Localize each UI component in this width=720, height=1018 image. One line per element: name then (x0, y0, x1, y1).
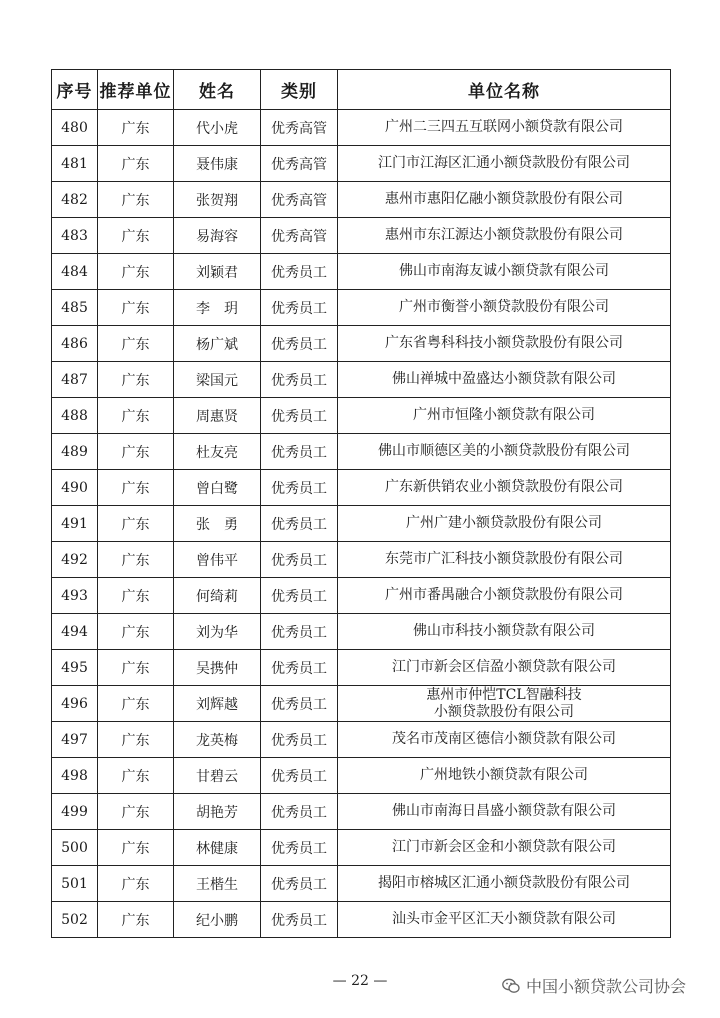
cell-unit-line: 佛山市南海友诚小额贷款有限公司 (399, 263, 609, 279)
cell-unit-line: 广东省粤科科技小额贷款股份有限公司 (385, 335, 623, 351)
table-row (52, 686, 671, 722)
cell-unit-line: 江门市新会区金和小额贷款有限公司 (392, 839, 616, 855)
cell-name: 代小虎 (174, 110, 261, 146)
cell-unit-line: 惠州市东江源达小额贷款股份有限公司 (385, 227, 623, 243)
cell-recommender: 广东 (98, 830, 174, 866)
cell-no: 482 (52, 182, 98, 218)
cell-no: 495 (52, 650, 98, 686)
cell-category: 优秀员工 (261, 542, 338, 578)
cell-recommender: 广东 (98, 758, 174, 794)
cell-no: 491 (52, 506, 98, 542)
wechat-icon (502, 978, 520, 994)
table-row (52, 182, 671, 218)
cell-name: 易海容 (174, 218, 261, 254)
cell-no: 485 (52, 290, 98, 326)
cell-unit (338, 902, 671, 938)
cell-recommender: 广东 (98, 650, 174, 686)
cell-no: 501 (52, 866, 98, 902)
cell-unit-line: 惠州市仲恺TCL智融科技 (426, 686, 582, 703)
cell-unit-line: 广州二三四五互联网小额贷款有限公司 (385, 119, 623, 135)
cell-name: 甘碧云 (174, 758, 261, 794)
cell-category: 优秀员工 (261, 686, 338, 722)
cell-no: 498 (52, 758, 98, 794)
cell-unit (338, 110, 671, 146)
cell-recommender: 广东 (98, 398, 174, 434)
cell-unit (338, 794, 671, 830)
cell-unit-line: 佛山禅城中盈盛达小额贷款有限公司 (392, 371, 616, 387)
cell-unit (338, 650, 671, 686)
cell-no: 494 (52, 614, 98, 650)
cell-unit-line: 惠州市惠阳亿融小额贷款股份有限公司 (385, 191, 623, 207)
cell-name: 何绮莉 (174, 578, 261, 614)
table-row (52, 470, 671, 506)
page-number: — 22 — (332, 973, 388, 989)
cell-name: 纪小鹏 (174, 902, 261, 938)
table-row (52, 326, 671, 362)
cell-name: 聂伟康 (174, 146, 261, 182)
cell-unit-line: 广州市恒隆小额贷款有限公司 (413, 407, 595, 423)
cell-unit (338, 362, 671, 398)
cell-unit (338, 218, 671, 254)
cell-recommender: 广东 (98, 434, 174, 470)
cell-category: 优秀员工 (261, 362, 338, 398)
cell-category: 优秀员工 (261, 614, 338, 650)
cell-recommender: 广东 (98, 686, 174, 722)
cell-no: 497 (52, 722, 98, 758)
cell-unit-line: 东莞市广汇科技小额贷款股份有限公司 (385, 551, 623, 567)
cell-name: 林健康 (174, 830, 261, 866)
table-row (52, 722, 671, 758)
cell-no: 480 (52, 110, 98, 146)
cell-unit-line: 江门市江海区汇通小额贷款股份有限公司 (378, 155, 630, 171)
cell-no: 481 (52, 146, 98, 182)
cell-category: 优秀员工 (261, 254, 338, 290)
cell-category: 优秀员工 (261, 722, 338, 758)
cell-name: 王楷生 (174, 866, 261, 902)
cell-unit (338, 290, 671, 326)
cell-unit-line: 佛山市南海日昌盛小额贷款有限公司 (392, 803, 616, 819)
cell-no: 502 (52, 902, 98, 938)
cell-recommender: 广东 (98, 110, 174, 146)
cell-recommender: 广东 (98, 794, 174, 830)
cell-category: 优秀员工 (261, 650, 338, 686)
cell-no: 483 (52, 218, 98, 254)
cell-unit (338, 578, 671, 614)
table-header-row (52, 70, 671, 110)
cell-name: 龙英梅 (174, 722, 261, 758)
table-row (52, 146, 671, 182)
cell-no: 490 (52, 470, 98, 506)
cell-unit (338, 758, 671, 794)
cell-name: 刘为华 (174, 614, 261, 650)
cell-no: 500 (52, 830, 98, 866)
cell-unit (338, 470, 671, 506)
cell-name: 吴携仲 (174, 650, 261, 686)
cell-unit (338, 542, 671, 578)
cell-name: 曾白鹭 (174, 470, 261, 506)
cell-name: 曾伟平 (174, 542, 261, 578)
cell-no: 487 (52, 362, 98, 398)
cell-category: 优秀高管 (261, 182, 338, 218)
cell-category: 优秀员工 (261, 326, 338, 362)
cell-no: 499 (52, 794, 98, 830)
cell-no: 493 (52, 578, 98, 614)
cell-unit (338, 146, 671, 182)
cell-recommender: 广东 (98, 290, 174, 326)
cell-unit-line: 小额贷款股份有限公司 (434, 703, 574, 720)
cell-recommender: 广东 (98, 218, 174, 254)
cell-recommender: 广东 (98, 470, 174, 506)
cell-category: 优秀员工 (261, 866, 338, 902)
cell-name: 杨广斌 (174, 326, 261, 362)
table-row (52, 650, 671, 686)
cell-unit (338, 866, 671, 902)
table-row (52, 290, 671, 326)
cell-recommender: 广东 (98, 902, 174, 938)
table-row (52, 254, 671, 290)
cell-recommender: 广东 (98, 254, 174, 290)
cell-unit (338, 722, 671, 758)
table-row (52, 110, 671, 146)
cell-unit-line: 汕头市金平区汇天小额贷款有限公司 (392, 911, 616, 927)
cell-category: 优秀员工 (261, 398, 338, 434)
cell-recommender: 广东 (98, 722, 174, 758)
cell-unit (338, 506, 671, 542)
cell-unit-line: 广州地铁小额贷款有限公司 (420, 767, 588, 783)
cell-category: 优秀员工 (261, 758, 338, 794)
cell-recommender: 广东 (98, 866, 174, 902)
table-row (52, 614, 671, 650)
table-row (52, 902, 671, 938)
table-row (52, 866, 671, 902)
table-row (52, 830, 671, 866)
cell-no: 489 (52, 434, 98, 470)
header-unit: 单位名称 (338, 70, 671, 110)
cell-category: 优秀高管 (261, 110, 338, 146)
cell-unit-line: 广州广建小额贷款股份有限公司 (406, 515, 602, 531)
cell-unit (338, 614, 671, 650)
header-category: 类别 (261, 70, 338, 110)
cell-recommender: 广东 (98, 362, 174, 398)
header-no: 序号 (52, 70, 98, 110)
roster-table (51, 69, 671, 938)
cell-unit (338, 434, 671, 470)
cell-category: 优秀员工 (261, 506, 338, 542)
header-recommender: 推荐单位 (98, 70, 174, 110)
cell-unit (338, 182, 671, 218)
table-row (52, 434, 671, 470)
cell-category: 优秀员工 (261, 578, 338, 614)
cell-unit-line: 江门市新会区信盈小额贷款有限公司 (392, 659, 616, 675)
cell-unit (338, 830, 671, 866)
cell-category: 优秀高管 (261, 218, 338, 254)
cell-name: 梁国元 (174, 362, 261, 398)
cell-category: 优秀员工 (261, 830, 338, 866)
cell-no: 488 (52, 398, 98, 434)
cell-category: 优秀员工 (261, 902, 338, 938)
cell-no: 486 (52, 326, 98, 362)
cell-recommender: 广东 (98, 614, 174, 650)
cell-category: 优秀员工 (261, 470, 338, 506)
cell-category: 优秀员工 (261, 290, 338, 326)
table-row (52, 578, 671, 614)
table-body (52, 110, 671, 938)
table-row (52, 218, 671, 254)
cell-no: 492 (52, 542, 98, 578)
cell-no: 496 (52, 686, 98, 722)
cell-unit-line: 佛山市顺德区美的小额贷款股份有限公司 (378, 443, 630, 459)
cell-name: 张 勇 (174, 506, 261, 542)
header-name: 姓名 (174, 70, 261, 110)
cell-unit-line: 广州市番禺融合小额贷款股份有限公司 (385, 587, 623, 603)
cell-category: 优秀高管 (261, 146, 338, 182)
cell-unit-line: 佛山市科技小额贷款有限公司 (413, 623, 595, 639)
cell-unit-line: 茂名市茂南区德信小额贷款有限公司 (392, 731, 616, 747)
watermark-text: 中国小额贷款公司协会 (526, 977, 687, 996)
cell-recommender: 广东 (98, 578, 174, 614)
watermark (502, 974, 686, 997)
cell-name: 李 玥 (174, 290, 261, 326)
cell-recommender: 广东 (98, 146, 174, 182)
cell-category: 优秀员工 (261, 434, 338, 470)
cell-unit (338, 686, 671, 722)
table-row (52, 794, 671, 830)
cell-unit-line: 广州市衡誉小额贷款股份有限公司 (399, 299, 609, 315)
cell-unit (338, 326, 671, 362)
cell-unit-line: 广东新供销农业小额贷款股份有限公司 (385, 479, 623, 495)
cell-unit (338, 398, 671, 434)
table-row (52, 758, 671, 794)
cell-name: 胡艳芳 (174, 794, 261, 830)
cell-recommender: 广东 (98, 542, 174, 578)
cell-name: 刘颖君 (174, 254, 261, 290)
cell-name: 周惠贤 (174, 398, 261, 434)
cell-recommender: 广东 (98, 182, 174, 218)
cell-unit-line: 揭阳市榕城区汇通小额贷款股份有限公司 (378, 875, 630, 891)
cell-name: 张贺翔 (174, 182, 261, 218)
table-row (52, 506, 671, 542)
cell-recommender: 广东 (98, 506, 174, 542)
table-row (52, 398, 671, 434)
table-row (52, 362, 671, 398)
cell-name: 杜友亮 (174, 434, 261, 470)
cell-no: 484 (52, 254, 98, 290)
cell-category: 优秀员工 (261, 794, 338, 830)
cell-name: 刘辉越 (174, 686, 261, 722)
table-row (52, 542, 671, 578)
cell-unit (338, 254, 671, 290)
cell-recommender: 广东 (98, 326, 174, 362)
